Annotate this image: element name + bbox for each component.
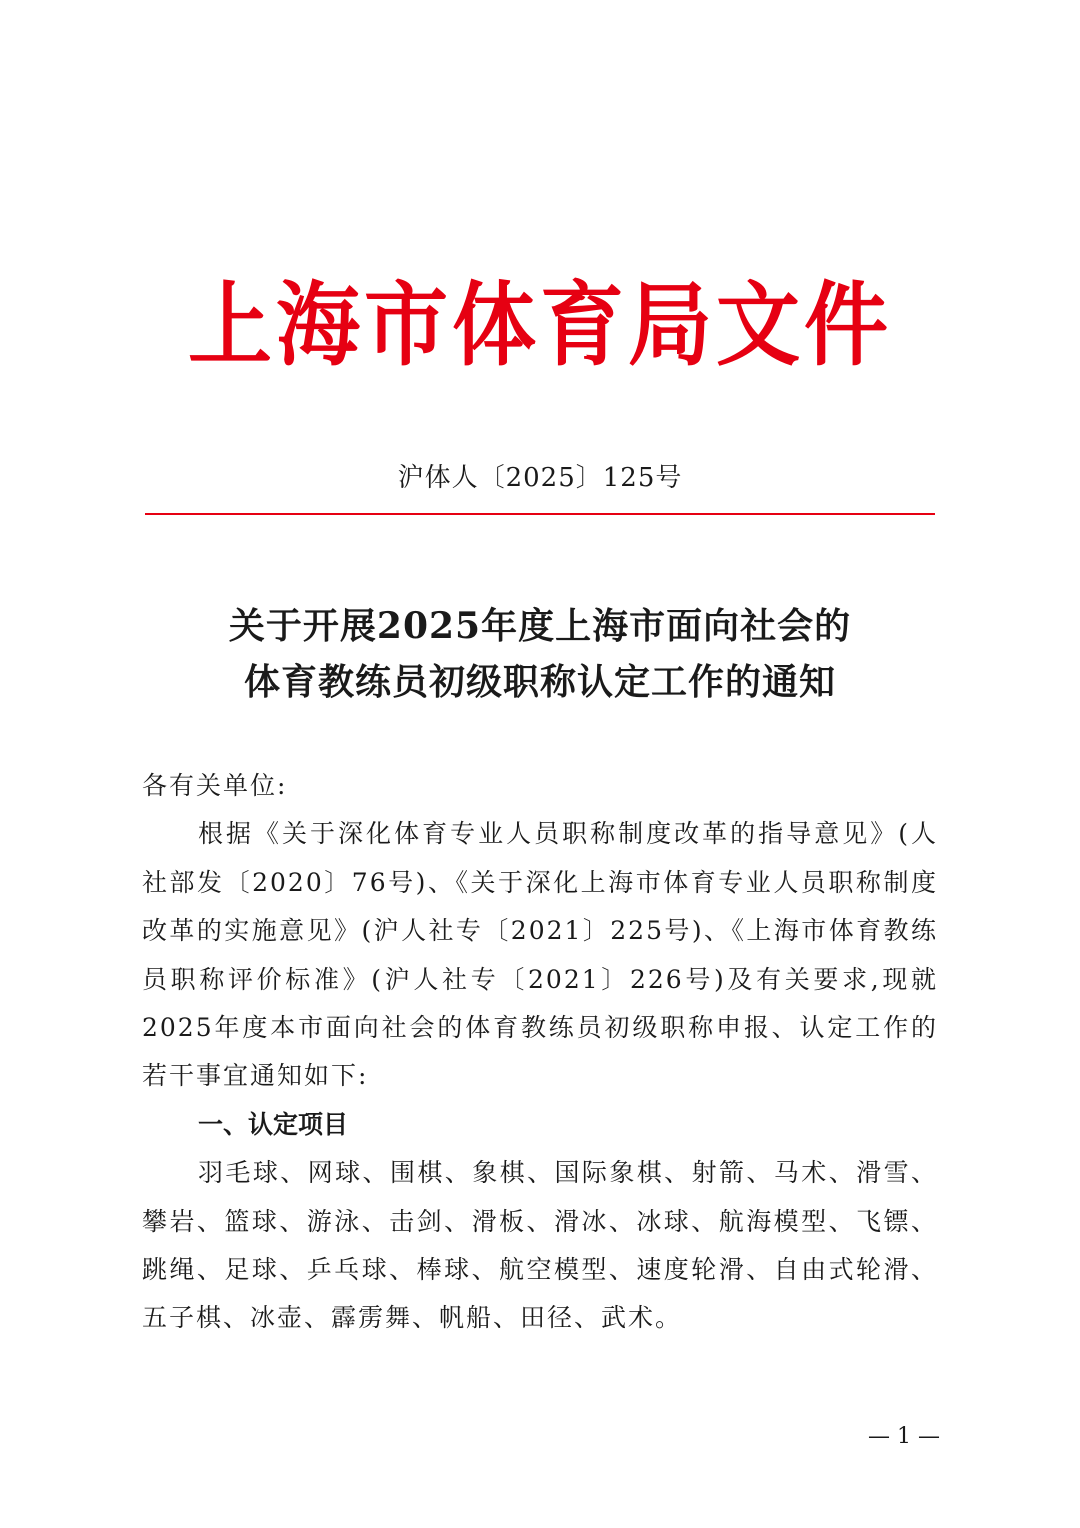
paragraph-line: 若干事宜通知如下:	[142, 1061, 369, 1091]
section-heading: 一、认定项目	[198, 1109, 349, 1139]
title-line-2: 体育教练员初级职称认定工作的通知	[243, 661, 836, 703]
paragraph-line: 社部发〔2020〕76号)、《关于深化上海市体育专业人员职称制度	[142, 867, 938, 897]
paragraph-line: 根据《关于深化体育专业人员职称制度改革的指导意见》(人	[198, 819, 938, 849]
title-line-1: 关于开展2025年度上海市面向社会的	[228, 605, 852, 647]
paragraph-line: 改革的实施意见》(沪人社专〔2021〕225号)、《上海市体育教练	[142, 916, 938, 946]
document-masthead: 上海市体育局文件	[187, 271, 892, 378]
section-line: 羽毛球、网球、围棋、象棋、国际象棋、射箭、马术、滑雪、	[198, 1158, 938, 1188]
paragraph-line: 2025年度本市面向社会的体育教练员初级职称申报、认定工作的	[142, 1012, 938, 1042]
section-line: 攀岩、篮球、游泳、击剑、滑板、滑冰、冰球、航海模型、飞镖、	[142, 1206, 938, 1236]
paragraph-line: 员职称评价标准》(沪人社专〔2021〕226号)及有关要求,现就	[142, 964, 938, 994]
document-body	[142, 762, 938, 1343]
page-number: — 1 —	[868, 1424, 940, 1449]
red-divider-rule	[145, 513, 935, 515]
section-line: 五子棋、冰壶、霹雳舞、帆船、田径、武术。	[142, 1303, 683, 1333]
document-number: 沪体人〔2025〕125号	[397, 463, 683, 493]
salutation: 各有关单位:	[142, 771, 288, 800]
section-line: 跳绳、足球、乒乓球、棒球、航空模型、速度轮滑、自由式轮滑、	[142, 1254, 938, 1284]
document-title	[0, 598, 1080, 710]
